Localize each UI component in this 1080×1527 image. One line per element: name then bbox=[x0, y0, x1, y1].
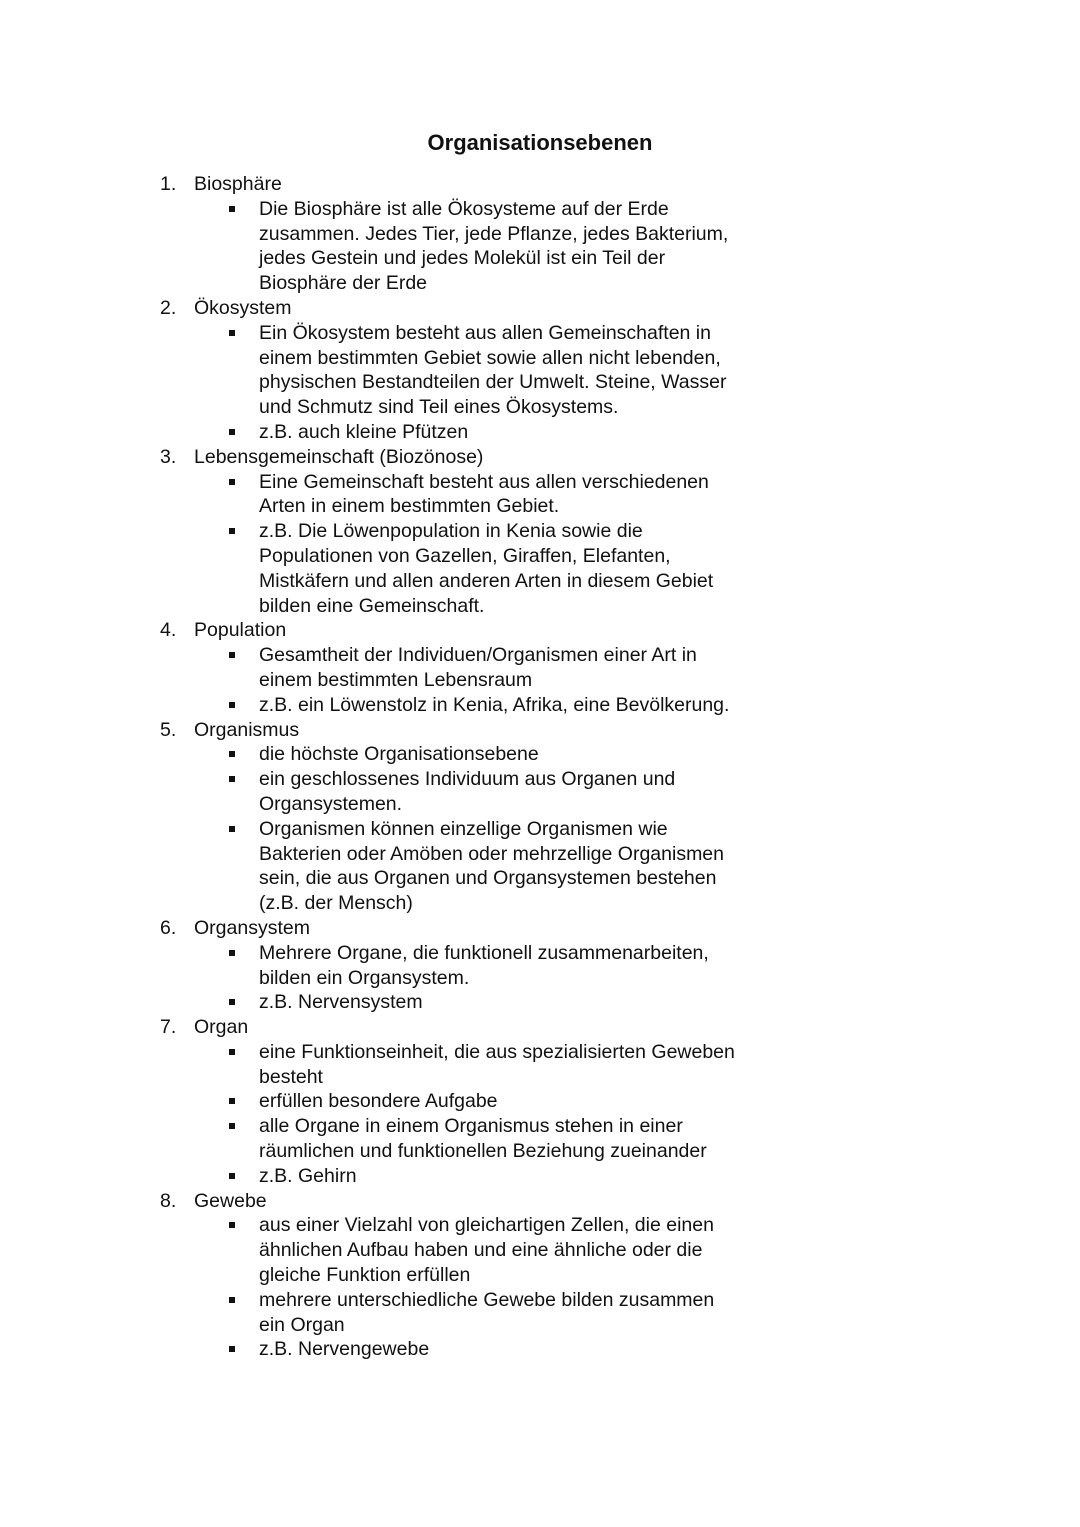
bullet-point bbox=[160, 1114, 780, 1164]
level-name: Biosphäre bbox=[194, 173, 282, 195]
square-bullet-icon bbox=[160, 1288, 259, 1338]
square-bullet-icon bbox=[160, 941, 259, 991]
level-item bbox=[160, 445, 780, 619]
bullet-text: z.B. ein Löwenstolz in Kenia, Afrika, eine Bevölkerung. bbox=[259, 693, 730, 716]
bullet-point bbox=[160, 941, 780, 991]
bullet-text: aus einer Vielzahl von gleichartigen Zellen, die einen ähnlichen Aufbau haben und eine ähnliche oder die gleiche Funktion erfüllen bbox=[259, 1214, 714, 1287]
level-item bbox=[160, 1189, 780, 1363]
bullet-point bbox=[160, 1337, 780, 1362]
level-heading bbox=[160, 618, 780, 643]
level-heading bbox=[160, 718, 780, 743]
level-name: Gewebe bbox=[194, 1189, 267, 1212]
bullet-point bbox=[160, 1089, 780, 1114]
bullet-point bbox=[160, 1288, 780, 1338]
level-points bbox=[160, 1213, 780, 1362]
bullet-text: z.B. Gehirn bbox=[259, 1164, 357, 1187]
bullet-text: Organismen können einzellige Organismen wie Bakterien oder Amöben oder mehrzellige Organismen sein, die aus Organen und Organsystemen bestehen (z.B. der Mensch) bbox=[259, 817, 725, 915]
square-bullet-icon bbox=[160, 1337, 259, 1362]
level-number: 1. bbox=[160, 173, 177, 195]
level-item bbox=[160, 296, 780, 445]
level-name: Ökosystem bbox=[194, 296, 292, 319]
level-points bbox=[160, 643, 780, 717]
bullet-text: z.B. Nervensystem bbox=[259, 991, 423, 1014]
organisation-levels-list bbox=[160, 172, 780, 1362]
square-bullet-icon bbox=[160, 1040, 259, 1090]
level-number: 2. bbox=[160, 296, 177, 319]
bullet-text: Gesamtheit der Individuen/Organismen einer Art in einem bestimmten Lebensraum bbox=[259, 644, 697, 691]
level-heading bbox=[160, 1015, 780, 1040]
bullet-point bbox=[160, 1164, 780, 1189]
square-bullet-icon bbox=[160, 1089, 259, 1114]
level-points bbox=[160, 742, 780, 916]
bullet-text: z.B. Die Löwenpopulation in Kenia sowie die Populationen von Gazellen, Giraffen, Elefanten, Mistkäfern und allen anderen Arten in diesem Gebiet bilden eine Gemeinschaft. bbox=[259, 520, 714, 617]
square-bullet-icon bbox=[160, 1164, 259, 1189]
bullet-point bbox=[160, 519, 780, 618]
bullet-point bbox=[160, 767, 780, 817]
square-bullet-icon bbox=[160, 817, 259, 916]
bullet-point bbox=[160, 1213, 780, 1287]
square-bullet-icon bbox=[160, 767, 259, 817]
square-bullet-icon bbox=[160, 693, 259, 718]
level-name: Lebensgemeinschaft (Biozönose) bbox=[194, 445, 484, 468]
level-number: 7. bbox=[160, 1016, 177, 1039]
level-number: 5. bbox=[160, 718, 177, 741]
square-bullet-icon bbox=[160, 1213, 259, 1287]
square-bullet-icon bbox=[160, 197, 259, 296]
level-heading bbox=[160, 1189, 780, 1214]
level-item bbox=[160, 1015, 780, 1189]
bullet-text: die höchste Organisationsebene bbox=[259, 743, 539, 766]
level-name: Organ bbox=[194, 1016, 249, 1039]
level-number: 3. bbox=[160, 445, 177, 468]
level-item bbox=[160, 172, 780, 296]
level-item bbox=[160, 718, 780, 916]
bullet-point bbox=[160, 990, 780, 1015]
square-bullet-icon bbox=[160, 519, 259, 618]
level-name: Organismus bbox=[194, 718, 300, 741]
square-bullet-icon bbox=[160, 990, 259, 1015]
level-points bbox=[160, 197, 780, 296]
level-number: 4. bbox=[160, 619, 177, 642]
level-points bbox=[160, 1040, 780, 1189]
bullet-text: ein geschlossenes Individuum aus Organen und Organsystemen. bbox=[259, 768, 676, 815]
square-bullet-icon bbox=[160, 1114, 259, 1164]
level-number: 8. bbox=[160, 1189, 177, 1212]
bullet-text: erfüllen besondere Aufgabe bbox=[259, 1090, 498, 1113]
level-item bbox=[160, 618, 780, 717]
level-heading bbox=[160, 296, 780, 321]
square-bullet-icon bbox=[160, 470, 259, 520]
bullet-point bbox=[160, 1040, 780, 1090]
bullet-text: Die Biosphäre ist alle Ökosysteme auf der Erde zusammen. Jedes Tier, jede Pflanze, jedes Bakterium, jedes Gestein und jedes Molekül ist ein Teil der Biosphäre der Erde bbox=[259, 197, 729, 295]
page-title: Organisationsebenen bbox=[427, 130, 653, 155]
bullet-point bbox=[160, 321, 780, 420]
bullet-point bbox=[160, 742, 780, 767]
bullet-text: alle Organe in einem Organismus stehen in einer räumlichen und funktionellen Beziehung zueinander bbox=[259, 1115, 707, 1163]
level-points bbox=[160, 941, 780, 1015]
bullet-point bbox=[160, 420, 780, 445]
bullet-text: mehrere unterschiedliche Gewebe bilden zusammen ein Organ bbox=[259, 1288, 715, 1336]
level-name: Organsystem bbox=[194, 916, 310, 939]
bullet-point bbox=[160, 197, 780, 296]
square-bullet-icon bbox=[160, 742, 259, 767]
bullet-point bbox=[160, 817, 780, 916]
level-heading bbox=[160, 916, 780, 941]
bullet-text: z.B. auch kleine Pfützen bbox=[259, 420, 469, 443]
level-points bbox=[160, 321, 780, 445]
bullet-point bbox=[160, 693, 780, 718]
bullet-text: z.B. Nervengewebe bbox=[259, 1338, 430, 1361]
level-name: Population bbox=[194, 619, 287, 642]
level-item bbox=[160, 916, 780, 1015]
bullet-text: Mehrere Organe, die funktionell zusammenarbeiten, bilden ein Organsystem. bbox=[259, 941, 709, 989]
level-number: 6. bbox=[160, 916, 177, 939]
square-bullet-icon bbox=[160, 420, 259, 445]
square-bullet-icon bbox=[160, 643, 259, 693]
level-heading bbox=[160, 445, 780, 470]
level-heading bbox=[160, 172, 780, 197]
bullet-point bbox=[160, 643, 780, 693]
level-points bbox=[160, 470, 780, 619]
bullet-text: Ein Ökosystem besteht aus allen Gemeinschaften in einem bestimmten Gebiet sowie allen nicht lebenden, physischen Bestandteilen der Umwelt. Steine, Wasser und Schmutz sind Teil eines Ökosystems. bbox=[259, 321, 727, 419]
bullet-text: Eine Gemeinschaft besteht aus allen verschiedenen Arten in einem bestimmten Gebiet. bbox=[259, 470, 709, 518]
bullet-point bbox=[160, 470, 780, 520]
bullet-text: eine Funktionseinheit, die aus spezialisierten Geweben besteht bbox=[259, 1040, 735, 1088]
square-bullet-icon bbox=[160, 321, 259, 420]
